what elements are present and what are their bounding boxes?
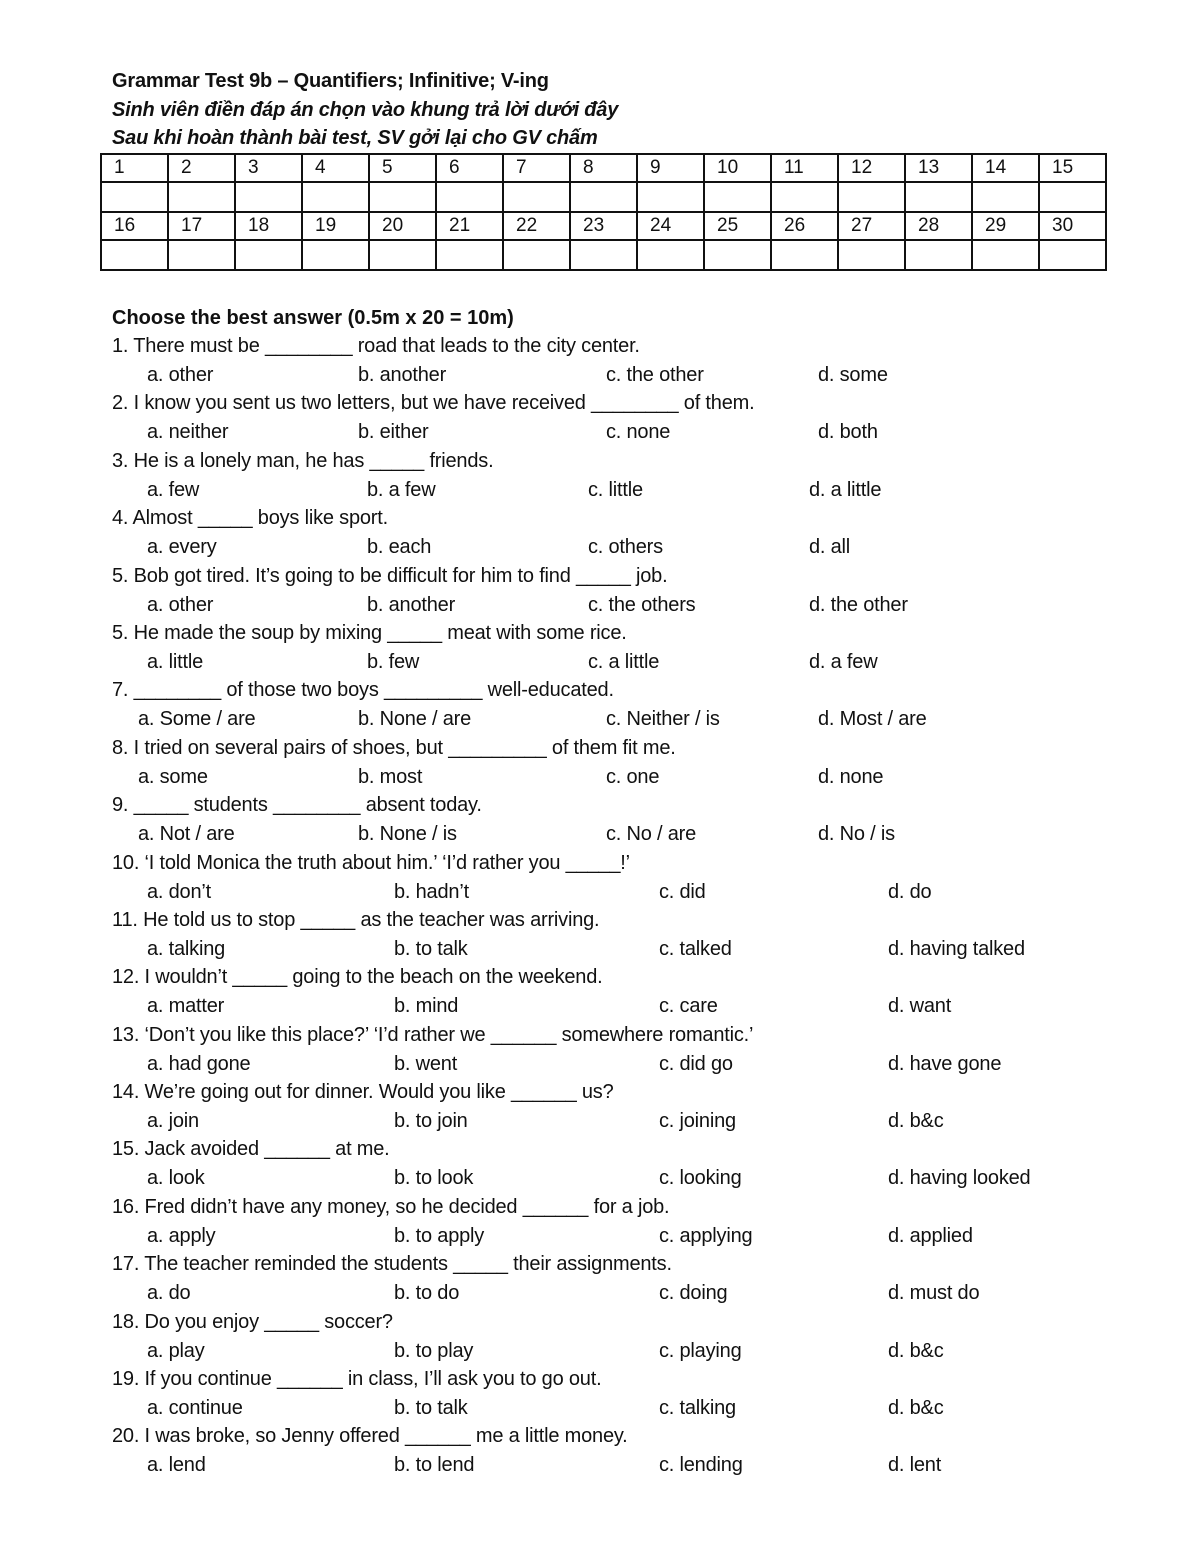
answer-option: c. talking bbox=[659, 1397, 736, 1420]
question-item bbox=[0, 1365, 1200, 1422]
answer-option: d. b&c bbox=[888, 1397, 944, 1420]
question-item bbox=[0, 389, 1200, 446]
question-stem: 3. He is a lonely man, he has _____ friends. bbox=[112, 449, 494, 472]
answer-option: b. mind bbox=[394, 995, 459, 1018]
answer-option: b. None / is bbox=[358, 823, 457, 846]
answer-cell[interactable] bbox=[704, 240, 771, 270]
answer-option: d. have gone bbox=[888, 1052, 1002, 1075]
answer-option: c. doing bbox=[659, 1282, 728, 1305]
answer-cell[interactable] bbox=[1039, 182, 1106, 212]
answer-option: b. either bbox=[358, 421, 429, 444]
answer-option: c. the others bbox=[588, 593, 696, 616]
answer-cell[interactable] bbox=[369, 240, 436, 270]
answer-option: c. did bbox=[659, 880, 706, 903]
answer-option: d. lent bbox=[888, 1454, 942, 1477]
question-item bbox=[0, 447, 1200, 504]
answer-cell[interactable] bbox=[637, 240, 704, 270]
question-stem: 7. ________ of those two boys _________ well-educated. bbox=[112, 679, 614, 702]
question-item bbox=[0, 504, 1200, 561]
answer-option: b. a few bbox=[367, 478, 436, 501]
answer-number-cell: 22 bbox=[503, 212, 570, 240]
answer-cell[interactable] bbox=[838, 240, 905, 270]
answer-option: b. another bbox=[358, 364, 447, 386]
answer-option: a. Not / are bbox=[138, 823, 235, 846]
answer-option: a. every bbox=[147, 536, 217, 559]
answer-grid bbox=[100, 153, 1107, 271]
answer-option: c. playing bbox=[659, 1339, 742, 1362]
answer-cell[interactable] bbox=[972, 240, 1039, 270]
answer-cell[interactable] bbox=[905, 182, 972, 212]
answer-cell[interactable] bbox=[101, 240, 168, 270]
answer-number-cell: 26 bbox=[771, 212, 838, 240]
answer-number-cell: 24 bbox=[637, 212, 704, 240]
answer-option: c. the other bbox=[606, 364, 704, 386]
answer-option: c. No / are bbox=[606, 823, 697, 846]
answer-option: a. matter bbox=[147, 995, 225, 1018]
answer-option: b. another bbox=[367, 593, 456, 616]
answer-number-cell: 12 bbox=[838, 154, 905, 182]
answer-cell[interactable] bbox=[972, 182, 1039, 212]
question-item bbox=[0, 1422, 1200, 1479]
answer-option: d. do bbox=[888, 880, 932, 903]
question-item bbox=[0, 849, 1200, 906]
answer-option: b. to look bbox=[394, 1167, 474, 1190]
answer-option: b. to apply bbox=[394, 1224, 485, 1247]
answer-option: a. continue bbox=[147, 1397, 243, 1420]
answer-number-cell: 8 bbox=[570, 154, 637, 182]
answer-option: d. having looked bbox=[888, 1167, 1031, 1190]
answer-grid-answer-row bbox=[101, 240, 1106, 270]
question-stem: 5. Bob got tired. It’s going to be difficult for him to find _____ job. bbox=[112, 564, 668, 587]
question-item bbox=[0, 332, 1200, 389]
question-stem: 9. _____ students ________ absent today. bbox=[112, 794, 482, 817]
answer-option: a. do bbox=[147, 1282, 191, 1305]
question-item bbox=[0, 1308, 1200, 1365]
answer-grid-number-row bbox=[101, 154, 1106, 182]
answer-number-cell: 23 bbox=[570, 212, 637, 240]
answer-grid-number-row bbox=[101, 212, 1106, 240]
answer-cell[interactable] bbox=[704, 182, 771, 212]
answer-cell[interactable] bbox=[503, 182, 570, 212]
answer-option: a. other bbox=[147, 593, 214, 616]
answer-cell[interactable] bbox=[235, 240, 302, 270]
question-item bbox=[0, 906, 1200, 963]
question-item bbox=[0, 1135, 1200, 1192]
answer-option: d. want bbox=[888, 995, 952, 1018]
answer-option: d. b&c bbox=[888, 1339, 944, 1362]
question-stem: 8. I tried on several pairs of shoes, but _________ of them fit me. bbox=[112, 736, 676, 759]
answer-number-cell: 6 bbox=[436, 154, 503, 182]
answer-option: d. No / is bbox=[818, 823, 895, 846]
question-stem: 17. The teacher reminded the students _____ their assignments. bbox=[112, 1253, 672, 1276]
answer-option: b. each bbox=[367, 536, 432, 559]
answer-option: d. must do bbox=[888, 1282, 980, 1305]
question-stem: 4. Almost _____ boys like sport. bbox=[112, 507, 388, 530]
answer-number-cell: 10 bbox=[704, 154, 771, 182]
document-title: Grammar Test 9b – Quantifiers; Infinitive; V-ing bbox=[112, 70, 549, 92]
question-stem: 2. I know you sent us two letters, but we have received ________ of them. bbox=[112, 392, 755, 415]
answer-option: b. to lend bbox=[394, 1454, 475, 1477]
question-item bbox=[0, 676, 1200, 733]
answer-cell[interactable] bbox=[302, 240, 369, 270]
answer-option: d. applied bbox=[888, 1224, 973, 1247]
answer-option: d. both bbox=[818, 421, 878, 444]
answer-cell[interactable] bbox=[1039, 240, 1106, 270]
answer-option: b. to talk bbox=[394, 937, 468, 960]
answer-number-cell: 9 bbox=[637, 154, 704, 182]
answer-number-cell: 14 bbox=[972, 154, 1039, 182]
answer-option: a. neither bbox=[147, 421, 229, 444]
answer-option: b. few bbox=[367, 650, 420, 673]
answer-cell[interactable] bbox=[637, 182, 704, 212]
question-stem: 20. I was broke, so Jenny offered ______ me a little money. bbox=[112, 1425, 628, 1448]
question-item bbox=[0, 1021, 1200, 1078]
answer-option: a. talking bbox=[147, 937, 226, 960]
answer-option: c. applying bbox=[659, 1224, 753, 1247]
question-stem: 12. I wouldn’t _____ going to the beach on the weekend. bbox=[112, 966, 603, 989]
answer-number-cell: 3 bbox=[235, 154, 302, 182]
answer-number-cell: 28 bbox=[905, 212, 972, 240]
answer-cell[interactable] bbox=[503, 240, 570, 270]
question-stem: 15. Jack avoided ______ at me. bbox=[112, 1138, 390, 1161]
answer-cell[interactable] bbox=[101, 182, 168, 212]
answer-option: b. most bbox=[358, 765, 423, 788]
question-stem: 1. There must be ________ road that leads to the city center. bbox=[112, 335, 640, 357]
answer-cell[interactable] bbox=[570, 182, 637, 212]
answer-number-cell: 11 bbox=[771, 154, 838, 182]
section-title: Choose the best answer (0.5m x 20 = 10m) bbox=[112, 307, 514, 329]
answer-cell[interactable] bbox=[302, 182, 369, 212]
answer-cell[interactable] bbox=[436, 240, 503, 270]
answer-cell[interactable] bbox=[168, 182, 235, 212]
answer-number-cell: 16 bbox=[101, 212, 168, 240]
answer-option: b. None / are bbox=[358, 708, 472, 731]
answer-cell[interactable] bbox=[838, 182, 905, 212]
answer-number-cell: 21 bbox=[436, 212, 503, 240]
question-item bbox=[0, 1078, 1200, 1135]
answer-option: d. a little bbox=[809, 478, 882, 501]
answer-grid-answer-row bbox=[101, 182, 1106, 212]
answer-option: c. care bbox=[659, 995, 718, 1018]
answer-option: d. some bbox=[818, 364, 888, 386]
question-stem: 11. He told us to stop _____ as the teacher was arriving. bbox=[112, 908, 600, 931]
answer-number-cell: 1 bbox=[101, 154, 168, 182]
question-item bbox=[0, 1193, 1200, 1250]
answer-option: c. one bbox=[606, 765, 660, 788]
answer-option: a. few bbox=[147, 478, 200, 501]
answer-option: a. join bbox=[147, 1110, 199, 1133]
answer-option: d. all bbox=[809, 536, 851, 559]
question-item bbox=[0, 791, 1200, 848]
answer-option: b. to play bbox=[394, 1339, 474, 1362]
answer-number-cell: 29 bbox=[972, 212, 1039, 240]
answer-option: a. don’t bbox=[147, 880, 212, 903]
answer-number-cell: 20 bbox=[369, 212, 436, 240]
answer-option: d. the other bbox=[809, 593, 908, 616]
instruction-line-1: Sinh viên điền đáp án chọn vào khung trả lời dưới đây bbox=[112, 99, 619, 121]
question-stem: 10. ‘I told Monica the truth about him.’ ‘I’d rather you _____!’ bbox=[112, 851, 630, 874]
answer-cell[interactable] bbox=[771, 240, 838, 270]
answer-option: a. play bbox=[147, 1339, 205, 1362]
question-item bbox=[0, 562, 1200, 619]
answer-number-cell: 19 bbox=[302, 212, 369, 240]
question-stem: 16. Fred didn’t have any money, so he decided ______ for a job. bbox=[112, 1195, 670, 1218]
question-stem: 5. He made the soup by mixing _____ meat with some rice. bbox=[112, 621, 627, 644]
answer-option: c. joining bbox=[659, 1110, 736, 1133]
answer-option: d. none bbox=[818, 765, 884, 788]
answer-option: c. lending bbox=[659, 1454, 743, 1477]
answer-number-cell: 7 bbox=[503, 154, 570, 182]
answer-option: d. b&c bbox=[888, 1110, 944, 1133]
question-item bbox=[0, 963, 1200, 1020]
answer-option: c. none bbox=[606, 421, 671, 444]
answer-number-cell: 15 bbox=[1039, 154, 1106, 182]
question-stem: 14. We’re going out for dinner. Would you like ______ us? bbox=[112, 1081, 614, 1104]
question-list bbox=[0, 332, 1200, 1480]
answer-option: c. others bbox=[588, 536, 663, 559]
answer-cell[interactable] bbox=[771, 182, 838, 212]
answer-option: b. to join bbox=[394, 1110, 468, 1133]
answer-option: c. talked bbox=[659, 937, 732, 960]
answer-option: d. having talked bbox=[888, 937, 1025, 960]
answer-option: d. a few bbox=[809, 650, 878, 673]
answer-number-cell: 5 bbox=[369, 154, 436, 182]
answer-option: c. a little bbox=[588, 650, 660, 673]
answer-option: a. other bbox=[147, 364, 214, 386]
question-stem: 19. If you continue ______ in class, I’ll ask you to go out. bbox=[112, 1368, 602, 1391]
question-item bbox=[0, 619, 1200, 676]
answer-option: a. lend bbox=[147, 1454, 206, 1477]
answer-option: c. Neither / is bbox=[606, 708, 720, 731]
answer-option: d. Most / are bbox=[818, 708, 927, 731]
answer-option: b. went bbox=[394, 1052, 458, 1075]
answer-number-cell: 30 bbox=[1039, 212, 1106, 240]
answer-number-cell: 27 bbox=[838, 212, 905, 240]
answer-number-cell: 18 bbox=[235, 212, 302, 240]
answer-option: a. look bbox=[147, 1167, 205, 1190]
answer-number-cell: 17 bbox=[168, 212, 235, 240]
answer-option: c. did go bbox=[659, 1052, 733, 1075]
answer-number-cell: 4 bbox=[302, 154, 369, 182]
answer-cell[interactable] bbox=[436, 182, 503, 212]
answer-option: a. apply bbox=[147, 1224, 216, 1247]
answer-cell[interactable] bbox=[369, 182, 436, 212]
question-item bbox=[0, 1250, 1200, 1307]
answer-cell[interactable] bbox=[235, 182, 302, 212]
answer-option: c. looking bbox=[659, 1167, 742, 1190]
answer-option: a. some bbox=[138, 765, 208, 788]
answer-number-cell: 13 bbox=[905, 154, 972, 182]
answer-cell[interactable] bbox=[905, 240, 972, 270]
answer-option: a. had gone bbox=[147, 1052, 251, 1075]
answer-option: a. Some / are bbox=[138, 708, 256, 731]
answer-number-cell: 2 bbox=[168, 154, 235, 182]
answer-option: b. to talk bbox=[394, 1397, 468, 1420]
answer-cell[interactable] bbox=[570, 240, 637, 270]
answer-option: b. to do bbox=[394, 1282, 460, 1305]
question-item bbox=[0, 734, 1200, 791]
question-stem: 18. Do you enjoy _____ soccer? bbox=[112, 1310, 393, 1333]
answer-option: b. hadn’t bbox=[394, 880, 469, 903]
answer-option: c. little bbox=[588, 478, 643, 501]
instruction-line-2: Sau khi hoàn thành bài test, SV gởi lại cho GV chấm bbox=[112, 127, 598, 149]
answer-cell[interactable] bbox=[168, 240, 235, 270]
answer-option: a. little bbox=[147, 650, 204, 673]
question-stem: 13. ‘Don’t you like this place?’ ‘I’d rather we ______ somewhere romantic.’ bbox=[112, 1023, 754, 1046]
answer-number-cell: 25 bbox=[704, 212, 771, 240]
